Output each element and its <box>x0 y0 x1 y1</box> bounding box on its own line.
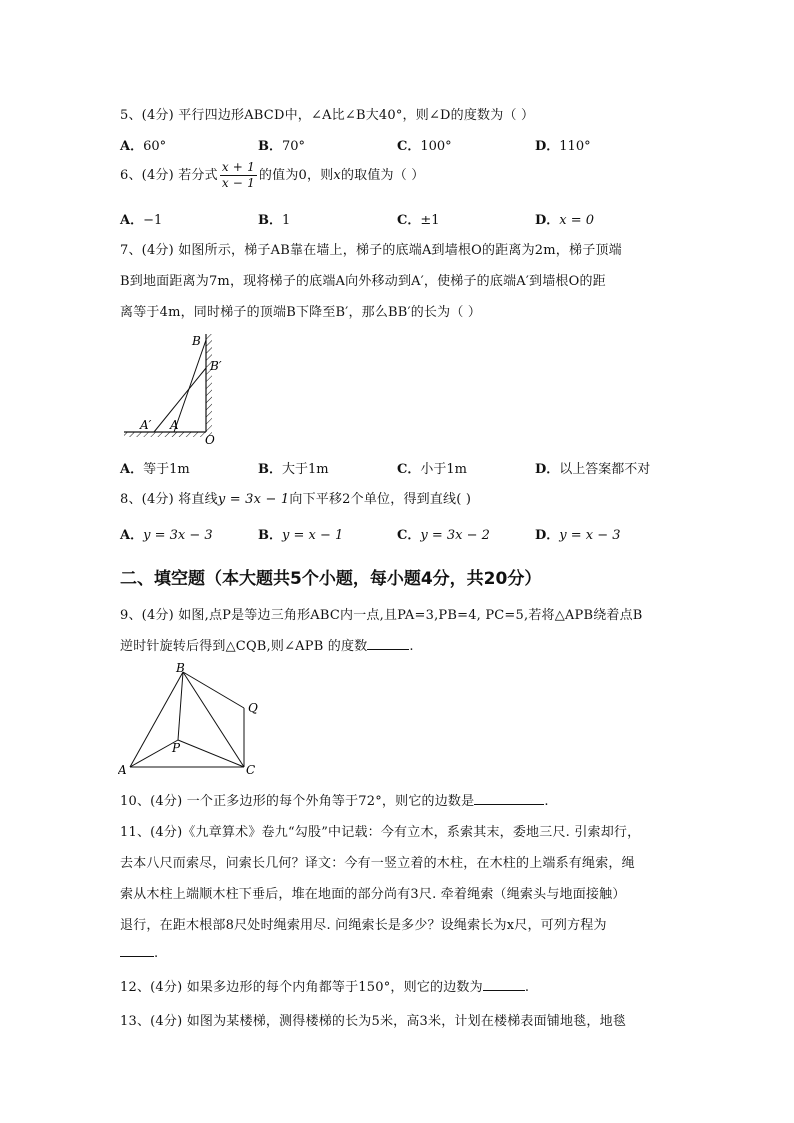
q10-answer-blank[interactable] <box>474 793 544 805</box>
q6-option-c: C．±1 <box>397 213 440 228</box>
q9-triangle-figure <box>118 662 268 778</box>
q7-option-b: B．大于1m <box>258 462 329 477</box>
edge-bc <box>183 672 244 767</box>
edge-bq <box>183 672 244 708</box>
q6-option-d: D．x = 0 <box>535 213 595 228</box>
q9-stem-line-2: 逆时针旋转后得到△CQB,则∠APB 的度数 . <box>120 639 414 654</box>
label-p: P <box>172 741 181 755</box>
label-b: B <box>192 334 201 348</box>
q7-ladder-figure <box>118 328 228 446</box>
q7-option-d: D．以上答案都不对 <box>535 462 651 477</box>
label-c: C <box>246 763 256 777</box>
q11-stem-line-3: 索从木柱上端顺木柱下垂后，堆在地面的部分尚有3尺. 牵着绳索（绳索头与地面接触） <box>120 887 626 902</box>
q11-answer-line: . <box>120 945 158 961</box>
q9-stem-line-1: 9、(4分) 如图,点P是等边三角形ABC内一点,且PA=3,PB=4, PC=5,若将△APB绕着点B <box>120 608 643 623</box>
q6-fraction: $\frac{x + 1}{x - 1}$ <box>221 160 255 190</box>
q13-stem: 13、(4分) 如图为某楼梯，测得楼梯的长为5米，高3米，计划在楼梯表面铺地毯，地毯 <box>120 1014 627 1029</box>
q9-answer-blank[interactable] <box>367 638 409 650</box>
q5-option-b: B．70° <box>258 139 306 154</box>
wall-hatch <box>206 334 212 432</box>
q11-stem-line-1: 11、(4分)《九章算术》卷九“勾股”中记载：今有立木，系索其末，委地三尺. 引索却行， <box>120 825 641 840</box>
q8-option-d: D．y = x − 3 <box>535 528 621 543</box>
q5-option-c: C．100° <box>397 139 452 154</box>
edge-pc <box>178 740 244 767</box>
label-q: Q <box>248 701 258 715</box>
label-a: A <box>170 418 179 432</box>
label-a: A <box>118 763 127 777</box>
q8-option-b: B．y = x − 1 <box>258 528 344 543</box>
ladder-ab <box>174 340 206 432</box>
q5-option-d: D．110° <box>535 139 591 154</box>
q6-stem: 6、(4分) 若分式 $\frac{x + 1}{x - 1}$ 的值为0，则x的取值为（ ） <box>120 160 425 190</box>
q12-answer-blank[interactable] <box>483 979 525 991</box>
edge-pb <box>178 672 183 740</box>
q7-option-c: C．小于1m <box>397 462 467 477</box>
label-b: B <box>176 662 185 675</box>
label-o: O <box>205 433 215 446</box>
q10-stem: 10、(4分) 一个正多边形的每个外角等于72°，则它的边数是 . <box>120 794 549 809</box>
q5-option-a: A．60° <box>120 139 167 154</box>
ladder-a-prime-b-prime <box>154 368 206 432</box>
label-a-prime: A′ <box>140 418 152 432</box>
q5-stem: 5、(4分) 平行四边形ABCD中，∠A比∠B大40°，则∠D的度数为（ ） <box>120 108 535 123</box>
section-2-heading: 二、填空题（本大题共5个小题，每小题4分，共20分） <box>120 569 542 589</box>
label-b-prime: B′ <box>210 359 222 373</box>
ground-hatch <box>124 432 212 437</box>
q8-option-c: C．y = 3x − 2 <box>397 528 490 543</box>
q7-option-a: A．等于1m <box>120 462 190 477</box>
q8-option-a: A．y = 3x − 3 <box>120 528 213 543</box>
q6-option-a: A．−1 <box>120 213 163 228</box>
q11-stem-line-4: 退行，在距木根部8尺处时绳索用尽. 问绳索长是多少？设绳索长为x尺，可列方程为 <box>120 918 607 933</box>
q11-stem-line-2: 去本八尺而索尽，问索长几何？译文：今有一竖立着的木柱，在木柱的上端系有绳索，绳 <box>120 856 635 871</box>
q8-stem: 8、(4分) 将直线y = 3x − 1向下平移2个单位，得到直线( ) <box>120 492 472 507</box>
q7-stem-line-2: B到地面距离为7m，现将梯子的底端A向外移动到A′，使梯子的底端A′到墙根O的距 <box>120 274 606 289</box>
q7-stem-line-1: 7、(4分) 如图所示，梯子AB靠在墙上，梯子的底端A到墙根O的距离为2m，梯子顶端 <box>120 243 622 258</box>
q6-option-b: B．1 <box>258 213 291 228</box>
q11-answer-blank[interactable] <box>120 945 154 957</box>
q12-stem: 12、(4分) 如果多边形的每个内角都等于150°，则它的边数为 . <box>120 980 530 995</box>
q7-stem-line-3: 离等于4m，同时梯子的顶端B下降至B′，那么BB′的长为（ ） <box>120 305 482 320</box>
